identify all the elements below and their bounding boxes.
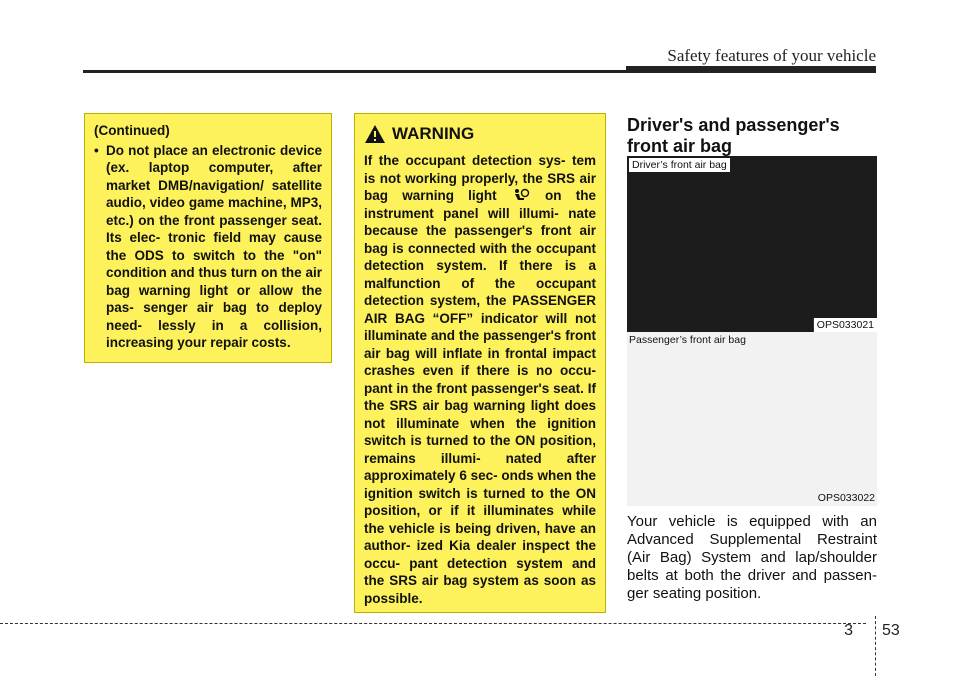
driver-airbag-figure [627, 156, 877, 332]
warning-text-part2: on the instrument panel will illumi- nate because the passenger's front air bag is connected with the occupant detection system. If there is a malfunction of the occupant detection system, the PASSENGER AIR BAG “OFF” indicator will not illuminate and the passenger's front air bag will inflate in frontal impact crashes even if there is no occu- pant in the front passenger's seat. If the SRS air bag warning light does not illuminate when the ignition switch is turned to the ON position, remains illumi- nated after approximately 6 sec- onds when the ignition switch is turned to the ON position, or if it illuminates while the vehicle is being driven, have an author- ized Kia dealer inspect the occu- pant detection system and the SRS air bag system as soon as possible. [364, 188, 596, 606]
footer-rule [0, 623, 866, 624]
body-paragraph: Your vehicle is equipped with an Advanced Supplemental Restraint (Air Bag) System and lap/shoulder belts at both the driver and passen- ger seating position. [627, 513, 877, 602]
airbag-warning-icon [511, 188, 531, 202]
page-number: 53 [882, 622, 900, 639]
continued-caution-box [84, 113, 332, 363]
warning-text [364, 152, 596, 607]
figure2-label: Passenger’s front air bag [629, 334, 746, 346]
bullet-mark: • [94, 142, 99, 158]
warning-text-part1: If the occupant detection sys- tem is not working properly, the SRS air bag warning light [364, 153, 596, 203]
warning-header [364, 122, 596, 146]
bullet-text: Do not place an electronic device (ex. laptop computer, after market DMB/navigation/ satellite audio, video game machine, MP3, etc.) on the front passenger seat. Its elec- tronic field may cause the ODS to switch to the "on" condition and thus turn on the air bag warning light or allow the pas- senger air bag to deploy need- lessly in a collision, increasing your repair costs. [106, 142, 322, 350]
warning-box [354, 113, 606, 613]
figure1-code: OPS033021 [813, 318, 877, 332]
warning-title: WARNING [392, 124, 475, 144]
chapter-number: 3 [844, 622, 853, 639]
footer-divider [875, 616, 877, 676]
warning-triangle-icon [364, 124, 386, 144]
bullet-item [94, 142, 322, 352]
section-heading: Driver's and passenger's front air bag [627, 115, 840, 156]
continued-title: (Continued) [94, 123, 170, 138]
passenger-airbag-figure [627, 332, 877, 506]
header-rule-accent [626, 66, 876, 73]
figure1-label: Driver’s front air bag [629, 158, 730, 172]
figure2-code: OPS033022 [817, 492, 875, 504]
page-header-title: Safety features of your vehicle [667, 46, 876, 65]
